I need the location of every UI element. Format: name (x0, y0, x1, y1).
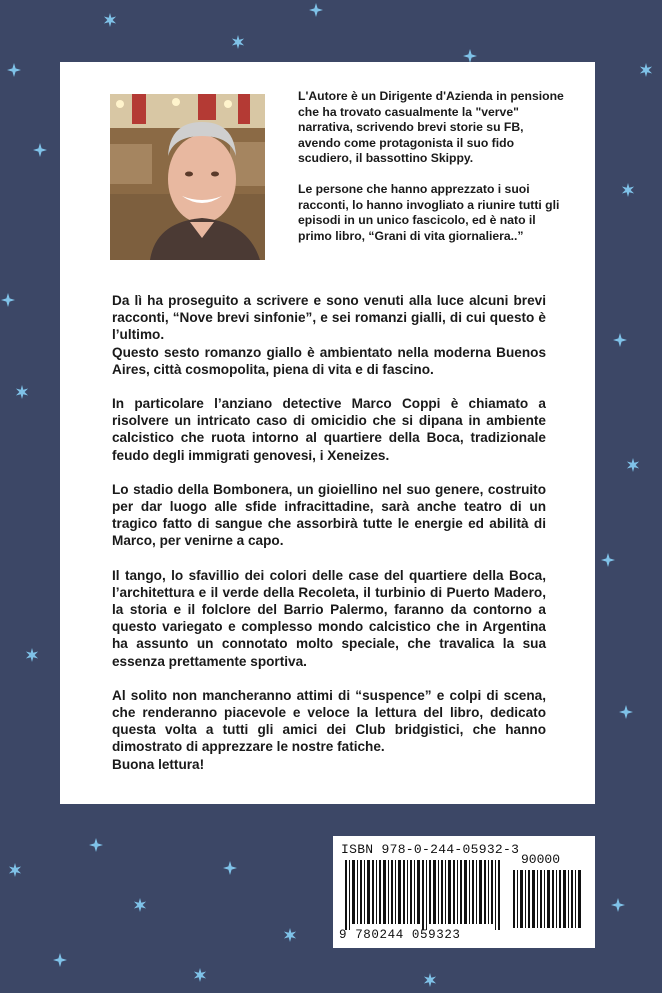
blurb-paragraph: Da lì ha proseguito a scrivere e sono venuti alla luce alcuni brevi racconti, “Nove brevi sinfonie”, e sei romanzi gialli, di cui questo è l’ultimo. (112, 293, 546, 343)
star-icon (7, 63, 21, 77)
star-icon (309, 3, 323, 17)
blurb-paragraph: In particolare l’anziano detective Marco Coppi è chiamato a risolvere un intricato caso di omicidio che si dipana in ambiente calcistico che ruota intorno al quartiere della Boca, tradizionale feudo degli immigrati genovesi, i Xeneizes. (112, 396, 546, 463)
star-icon (134, 898, 146, 912)
isbn-label: ISBN 978-0-244-05932-3 (341, 842, 520, 857)
blurb-paragraph: Il tango, lo sfavillio dei colori delle case del quartiere della Boca, l’architettura e il verde della Recoleta, il turbinio di Puerto Madero, la storia e il folclore del Barrio Palermo, faranno da contorno a questo variegato e complesso mondo calcistico che in Argentina ha assunto un connotato molto speciale, che travalica la sua essenza prettamente sportiva. (112, 567, 546, 669)
book-blurb (112, 292, 546, 773)
author-bio-paragraph: L'Autore è un Dirigente d'Azienda in pensione che ha trovato casualmente la "verve" narrativa, scrivendo brevi storie su FB, avendo come protagonista il suo fido scudiero, il bassottino Skippy. (298, 89, 564, 166)
star-icon (89, 838, 103, 852)
star-icon (26, 648, 38, 662)
star-icon (627, 458, 639, 472)
author-portrait (110, 94, 265, 260)
star-icon (1, 293, 15, 307)
star-icon (33, 143, 47, 157)
star-icon (640, 63, 652, 77)
star-icon (424, 973, 436, 987)
star-icon (194, 968, 206, 982)
isbn-barcode (333, 836, 595, 948)
price-code: 90000 (521, 852, 561, 867)
star-icon (53, 953, 67, 967)
author-photo (110, 94, 265, 260)
back-cover-panel (60, 62, 595, 804)
star-icon (622, 183, 634, 197)
blurb-paragraph: Questo sesto romanzo giallo è ambientato nella moderna Buenos Aires, città cosmopolita, piena di vita e di fascino. (112, 344, 546, 377)
star-icon (104, 13, 116, 27)
star-icon (223, 861, 237, 875)
blurb-paragraph: Al solito non mancheranno attimi di “suspence” e colpi di scena, che renderanno piacevole e veloce la lettura del libro, dedicato questa volta a tutti gli amici dei Club bridgistici, che hanno dimostrato di apprezzare le nostre fatiche. (112, 687, 546, 755)
star-icon (16, 385, 28, 399)
star-icon (601, 553, 615, 567)
star-icon (9, 863, 21, 877)
blurb-paragraph: Lo stadio della Bombonera, un gioiellino nel suo genere, costruito per dar luogo alle sfide infracittadine, sarà anche teatro di un tragico fatto di sangue che assorbirà tutte le energie ed abilità di Marco, per venirne a capo. (112, 481, 546, 549)
star-icon (619, 705, 633, 719)
star-icon (463, 49, 477, 63)
star-icon (611, 898, 625, 912)
author-bio (298, 89, 568, 259)
star-icon (613, 333, 627, 347)
blurb-closing: Buona lettura! (112, 756, 205, 772)
isbn-digits: 9 780244 059323 (339, 928, 461, 942)
author-bio-paragraph: Le persone che hanno apprezzato i suoi racconti, lo hanno invogliato a riunire tutti gli episodi in un unico fascicolo, ed è nato il primo libro, “Grani di vita giornaliera..” (298, 181, 560, 243)
star-icon (232, 35, 244, 49)
star-icon (284, 928, 296, 942)
